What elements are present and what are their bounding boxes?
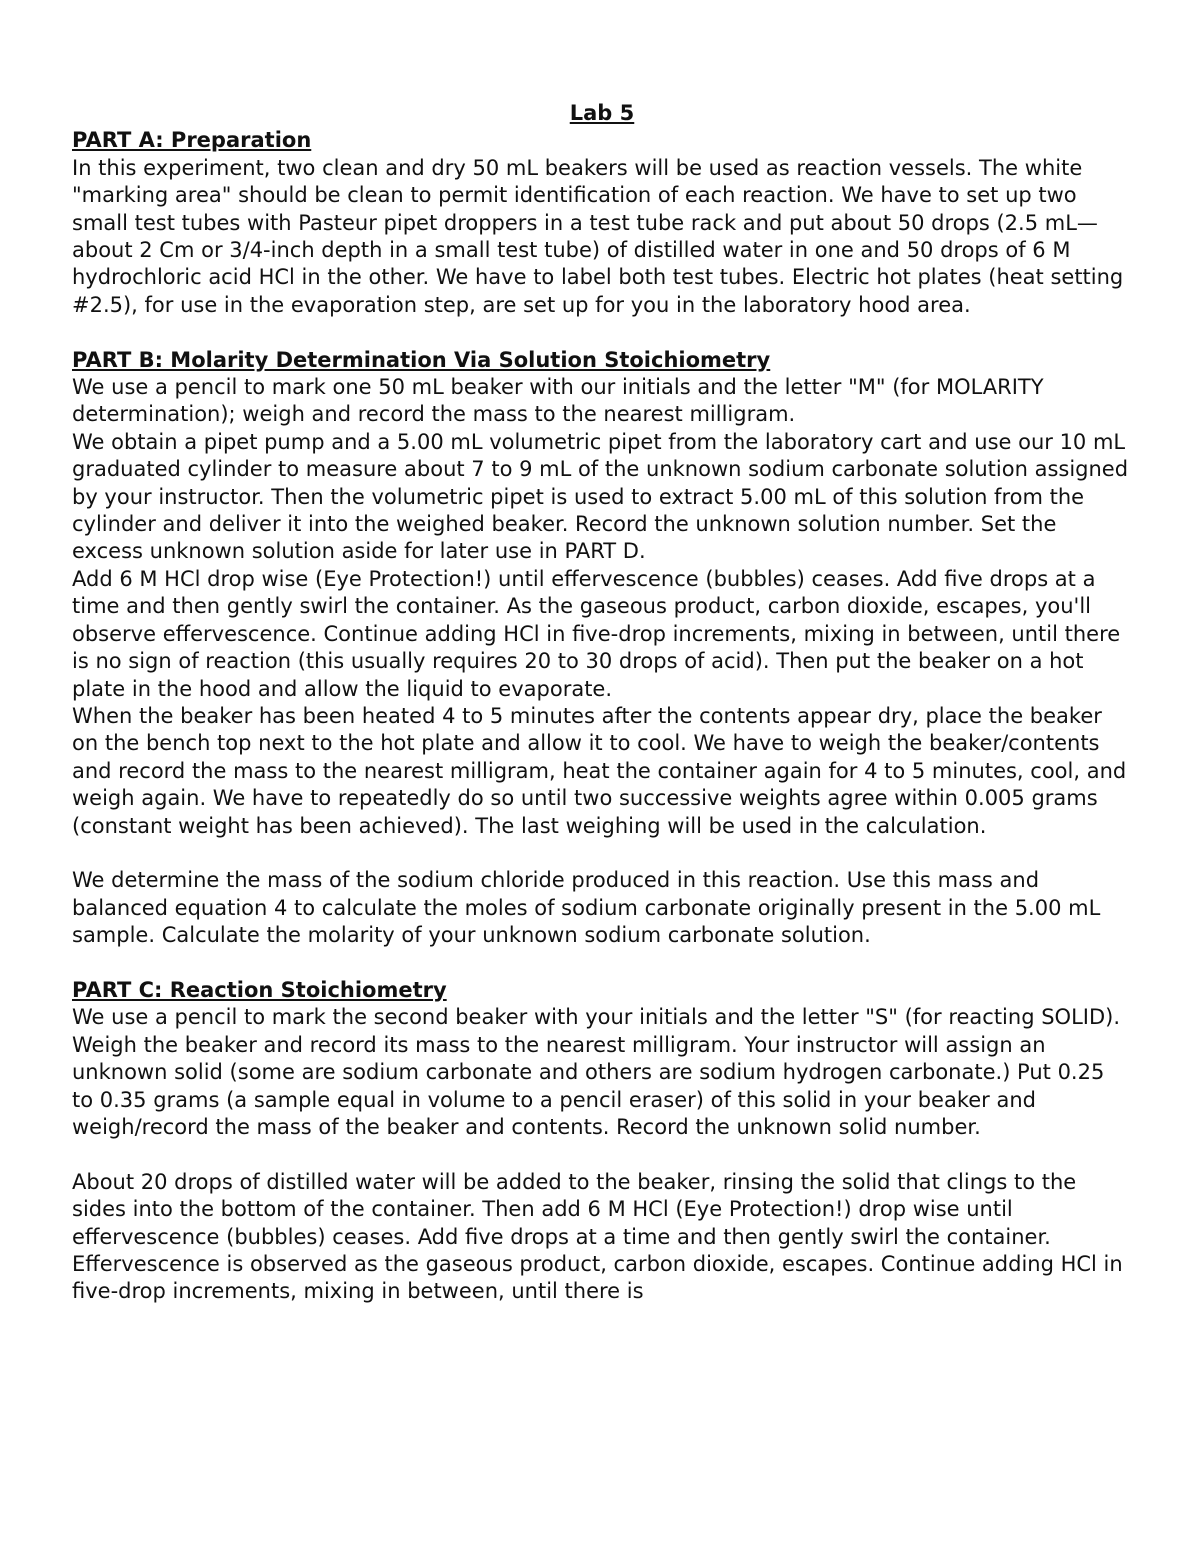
page-title: Lab 5 xyxy=(569,101,635,125)
part-c-closing-paragraph: About 20 drops of distilled water will be added to the beaker, rinsing the solid that clings to the sides into the bottom of the container. Then add 6 M HCl (Eye Protection!) drop wise until effervescence (bubbles) ceases. Add five drops at a time and then gently swirl the container. Effervescence is observed as the gaseous product, carbon dioxide, escapes. Continue adding HCl in five-drop increments, mixing in between, until there is xyxy=(72,1169,1123,1304)
part-b-paragraph: When the beaker has been heated 4 to 5 minutes after the contents appear dry, place the beaker on the bench top next to the hot plate and allow it to cool. We have to weigh the beaker/contents and record the mass to the nearest milligram, heat the container again for 4 to 5 minutes, cool, and weigh again. We have to repeatedly do so until two successive weights agree within 0.005 grams (constant weight has been achieved). The last weighing will be used in the calculation. xyxy=(72,703,1127,838)
part-a-paragraph: In this experiment, two clean and dry 50 mL beakers will be used as reaction vessels. The white "marking area" should be clean to permit identification of each reaction. We have to set up two small test tubes with Pasteur pipet droppers in a test tube rack and put about 50 drops (2.5 mL—about 2 Cm or 3/4-inch depth in a small test tube) of distilled water in one and 50 drops of 6 M hydrochloric acid HCl in the other. We have to label both test tubes. Electric hot plates (heat setting #2.5), for use in the evaporation step, are set up for you in the laboratory hood area. xyxy=(72,155,1124,317)
part-b-paragraph: We use a pencil to mark one 50 mL beaker with our initials and the letter "M" (for MOLARITY determination); weigh and record the mass to the nearest milligram. xyxy=(72,375,1044,427)
part-b-closing-paragraph: We determine the mass of the sodium chloride produced in this reaction. Use this mass and balanced equation 4 to calculate the moles of sodium carbonate originally present in the 5.00 mL sample. Calculate the molarity of your unknown sodium carbonate solution. xyxy=(72,868,1101,948)
part-a-heading: PART A: Preparation xyxy=(72,128,312,153)
part-b-heading: PART B: Molarity Determination Via Solution Stoichiometry xyxy=(72,347,771,372)
section-part-a xyxy=(72,127,1132,319)
part-c-heading: PART C: Reaction Stoichiometry xyxy=(72,977,447,1002)
part-c-paragraph: We use a pencil to mark the second beaker with your initials and the letter "S" (for reacting SOLID). Weigh the beaker and record its mass to the nearest milligram. Your instructor will assign an unknown solid (some are sodium carbonate and others are sodium hydrogen carbonate.) Put 0.25 to 0.35 grams (a sample equal in volume to a pencil eraser) of this solid in your beaker and weigh/record the mass of the beaker and contents. Record the unknown solid number. xyxy=(72,1005,1121,1139)
part-b-paragraph: We obtain a pipet pump and a 5.00 mL volumetric pipet from the laboratory cart and use our 10 mL graduated cylinder to measure about 7 to 9 mL of the unknown sodium carbonate solution assigned by your instructor. Then the volumetric pipet is used to extract 5.00 mL of this solution from the cylinder and deliver it into the weighed beaker. Record the unknown solution number. Set the excess unknown solution aside for later use in PART D. xyxy=(72,429,1129,564)
part-b-paragraph: Add 6 M HCl drop wise (Eye Protection!) until effervescence (bubbles) ceases. Add five drops at a time and then gently swirl the container. As the gaseous product, carbon dioxide, escapes, you'll observe effervescence. Continue adding HCl in five-drop increments, mixing in between, until there is no sign of reaction (this usually requires 20 to 30 drops of acid). Then put the beaker on a hot plate in the hood and allow the liquid to evaporate. xyxy=(72,566,1121,701)
document-page xyxy=(72,100,1132,1306)
section-part-b xyxy=(72,347,1132,977)
section-part-c xyxy=(72,977,1132,1306)
